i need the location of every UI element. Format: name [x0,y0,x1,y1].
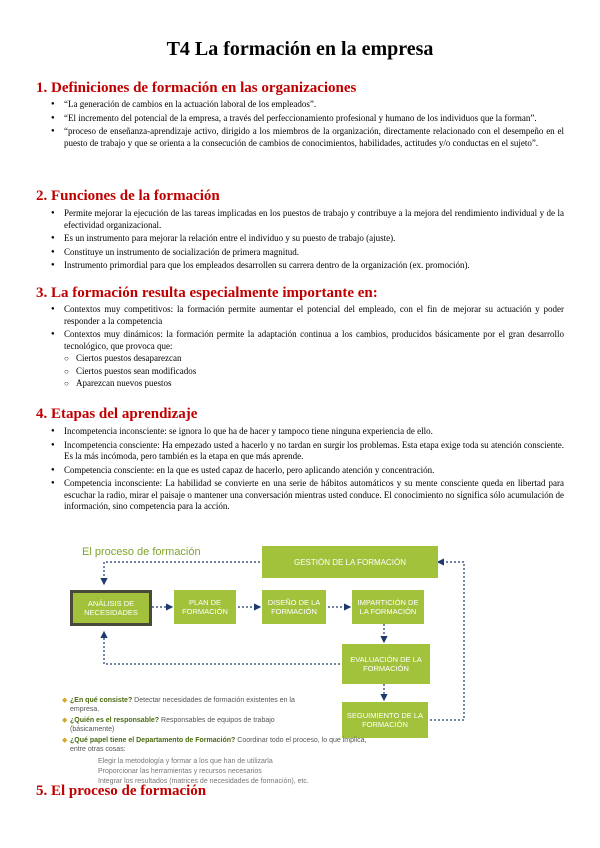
arrow-evaluacion-analisis [104,632,340,664]
list-item: ● Competencia consciente: en la que es usted capaz de hacerlo, pero aplicando atención y concentración. [64,465,564,477]
box-evaluacion: EVALUACIÓN DE LA FORMACIÓN [342,644,430,684]
arrow-gestion-analisis [104,562,260,584]
box-seguimiento: SEGUIMIENTO DE LA FORMACIÓN [342,702,428,738]
diagram-bullet-3: ◆ ¿Qué papel tiene el Departamento de Formación? Coordinar todo el proceso, lo que implica, entre otras cosas: [62,737,367,753]
diagram-sub-3: Integrar los resultados (matrices de necesidades de formación), etc. [98,778,309,785]
section-heading-4: 4. Etapas del aprendizaje [36,406,198,422]
diagram-bullet-2: ◆ ¿Quién es el responsable? Responsables de equipos de trabajo (básicamente) [62,717,275,733]
list-item: ● Incompetencia inconsciente: se ignora lo que ha de hacer y tampoco tiene ninguna experiencia de ello. [64,426,564,438]
list-item-text: Contextos muy dinámicos: la formación permite la adaptación continua a los cambios, producidos básicamente por el gran desarrollo tecnológico, que provoca que: [64,329,564,351]
list-item: ● “proceso de enseñanza-aprendizaje activo, dirigido a los miembros de la organización, directamente relacionado con el desempeño en el puesto de trabajo y que se orienta a la consecución de cambios de conocimientos, habilidades, actitudes y/o conductas en el sujeto”. [64,126,564,149]
list-item: ● “El incremento del potencial de la empresa, a través del perfeccionamiento profesional y humano de los individuos que la forman”. [64,113,564,125]
process-diagram [64,538,544,798]
section-3-list [64,304,564,392]
sub-item: ○ Aparezcan nuevos puestos [64,378,564,390]
list-item: ● “La generación de cambios en la actuación laboral de los empleados”. [64,99,564,111]
box-plan: PLAN DE FORMACIÓN [174,590,236,624]
section-4-list [64,426,564,515]
page-title: T4 La formación en la empresa [166,38,434,60]
box-analisis: ANÁLISIS DE NECESIDADES [70,590,152,626]
list-item: ● Es un instrumento para mejorar la relación entre el individuo y su puesto de trabajo (ajuste). [64,233,564,245]
list-item: ● Instrumento primordial para que los empleados desarrollen su carrera dentro de la organización (ex. promoción). [64,260,564,272]
section-1-list [64,99,564,151]
section-heading-5: 5. El proceso de formación [36,783,207,799]
diagram-title: El proceso de formación [82,546,201,558]
sub-item: ○ Ciertos puestos desaparezcan [64,353,564,365]
section-2-list [64,208,564,274]
list-item: ● Permite mejorar la ejecución de las tareas implicadas en los puestos de trabajo y contribuye a la mejora del rendimiento individual y de la efectividad organizacional. [64,208,564,231]
box-diseno: DISEÑO DE LA FORMACIÓN [262,590,326,624]
sub-list [64,353,564,390]
sub-item: ○ Ciertos puestos sean modificados [64,366,564,378]
list-item: ● Competencia inconsciente: La habilidad se convierte en una serie de hábitos automáticos y su mente consciente queda en libertad para escuchar la radio, mirar el paisaje o mantener una conversación mientras usted conduce. El conocimiento no significa sólo acumulación de información, sino competencia para la acción. [64,478,564,513]
list-item: ● Constituye un instrumento de socialización de primera magnitud. [64,247,564,259]
box-gestion: GESTIÓN DE LA FORMACIÓN [262,546,438,578]
diagram-sub-2: Proporcionar las herramientas y recursos necesarios [98,768,262,775]
section-heading-1: 1. Definiciones de formación en las organizaciones [36,80,357,96]
diagram-sub-1: Elegir la metodología y formar a los que han de utilizarla [98,758,273,765]
section-heading-2: 2. Funciones de la formación [36,188,220,204]
arrow-seguimiento-gestion [426,562,464,720]
diagram-bullet-1: ◆ ¿En qué consiste? Detectar necesidades de formación existentes en la empresa. [62,697,295,713]
section-heading-3: 3. La formación resulta especialmente importante en: [36,285,378,301]
list-item [64,329,564,390]
list-item: ● Incompetencia consciente: Ha empezado usted a hacerlo y no tardan en surgir los problemas. Esta etapa exige toda su atención consciente. Es la más incómoda, pero también es la etapa en que más aprende. [64,440,564,463]
box-imparticion: IMPARTICIÓN DE LA FORMACIÓN [352,590,424,624]
list-item: ● Contextos muy competitivos: la formación permite aumentar el potencial del empleado, con el fin de mejorar su actuación y poder responder a la competencia [64,304,564,327]
